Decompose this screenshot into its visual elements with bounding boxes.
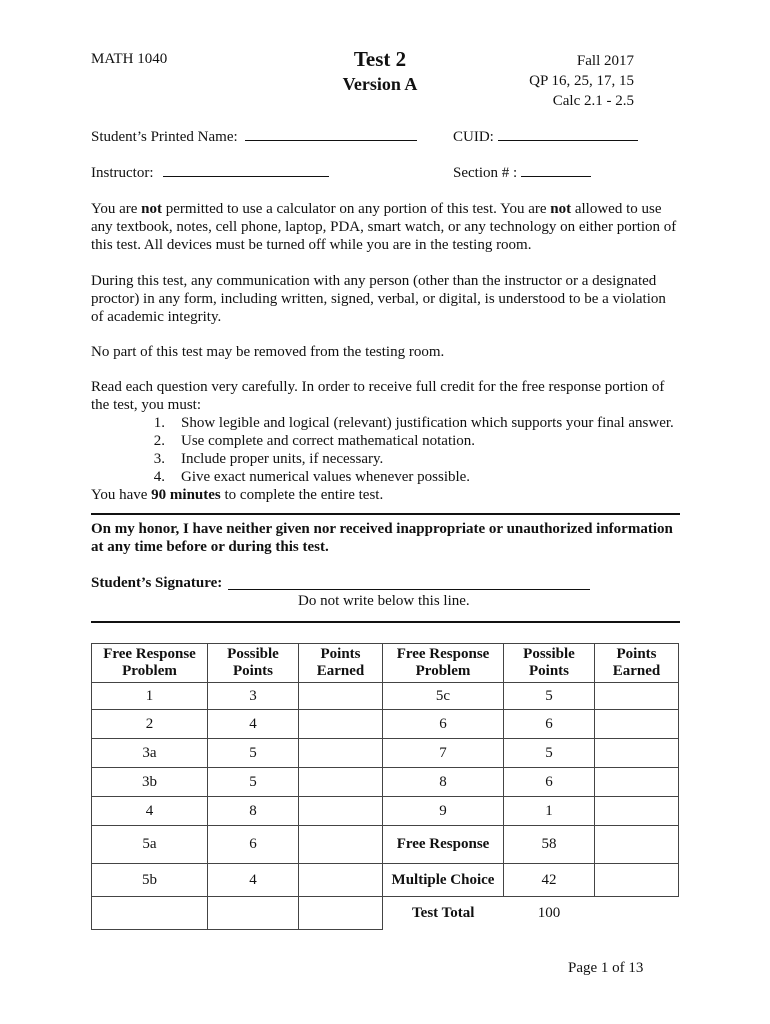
header-info	[529, 51, 634, 111]
points-cell: 6	[504, 710, 595, 739]
problem-cell: 4	[92, 797, 208, 826]
section-blank[interactable]	[521, 164, 591, 177]
earned-cell[interactable]	[299, 710, 383, 739]
free-response-total-points: 58	[504, 826, 595, 864]
col-header: Possible Points	[208, 644, 299, 683]
rule-number: 1.	[153, 415, 165, 431]
multiple-choice-points: 42	[504, 864, 595, 897]
problem-cell: 3a	[92, 739, 208, 768]
honor-statement: On my honor, I have neither given nor received inappropriate or unauthorized information at any time before or during this test.	[91, 521, 673, 555]
table-row	[92, 864, 679, 897]
points-cell: 8	[208, 797, 299, 826]
rule-item	[91, 414, 681, 432]
removal-policy	[91, 343, 681, 361]
removal-text: No part of this test may be removed from the testing room.	[91, 344, 445, 360]
test-total-earned	[595, 897, 679, 930]
table-header-row	[92, 644, 679, 683]
rule-text: Include proper units, if necessary.	[181, 451, 384, 467]
points-cell: 5	[208, 768, 299, 797]
policy-text-c: allowed to use any textbook, notes, cell phone, laptop, PDA, smart watch, or any technology on either portion of this test. All devices must be turned off while you are in the testing room.	[91, 201, 677, 253]
points-cell: 4	[208, 864, 299, 897]
rule-text: Give exact numerical values whenever possible.	[181, 469, 471, 485]
policy-text-a: You are	[91, 201, 142, 217]
earned-cell[interactable]	[595, 739, 679, 768]
instructor-label: Instructor:	[91, 165, 154, 181]
free-response-total-label: Free Response	[383, 826, 504, 864]
rule-text: Show legible and logical (relevant) justification which supports your final answer.	[181, 415, 674, 431]
multiple-choice-label: Multiple Choice	[383, 864, 504, 897]
course-code: MATH 1040	[91, 51, 168, 67]
points-cell: 3	[208, 683, 299, 710]
test-version: Version A	[342, 74, 418, 94]
col-header: Points Earned	[299, 644, 383, 683]
term: Fall 2017	[576, 53, 634, 69]
points-cell: 6	[504, 768, 595, 797]
points-cell: 5	[208, 739, 299, 768]
policy-not-1: not	[141, 201, 162, 217]
section-label: Section # :	[453, 165, 518, 181]
table-row	[92, 710, 679, 739]
rule-number: 4.	[153, 469, 165, 485]
table-row	[92, 897, 679, 930]
earned-cell[interactable]	[299, 864, 383, 897]
credit-instructions	[91, 378, 681, 504]
earned-cell[interactable]	[299, 826, 383, 864]
empty-cell[interactable]	[92, 897, 208, 930]
instructor-field	[91, 164, 329, 182]
earned-cell[interactable]	[299, 739, 383, 768]
name-blank[interactable]	[245, 128, 417, 141]
time-limit	[91, 486, 681, 504]
rule-number: 2.	[153, 433, 165, 449]
instructor-blank[interactable]	[163, 164, 329, 177]
table-row	[92, 797, 679, 826]
empty-cell[interactable]	[208, 897, 299, 930]
test-total-value: 100	[537, 904, 561, 921]
rule-item	[91, 432, 681, 450]
problem-cell: 3b	[92, 768, 208, 797]
time-text-a: You have	[91, 487, 152, 503]
problem-cell: 6	[383, 710, 504, 739]
qp-list: QP 16, 25, 17, 15	[529, 73, 634, 89]
earned-cell[interactable]	[595, 683, 679, 710]
earned-cell[interactable]	[595, 826, 679, 864]
divider-top	[91, 513, 680, 515]
points-cell: 5	[504, 739, 595, 768]
test-total-label: Test Total	[412, 904, 475, 921]
time-minutes: 90 minutes	[151, 487, 221, 503]
calculator-policy	[91, 200, 681, 254]
earned-cell[interactable]	[299, 768, 383, 797]
calc-sections: Calc 2.1 - 2.5	[552, 93, 634, 109]
time-text-b: to complete the entire test.	[220, 487, 384, 503]
table-row	[92, 739, 679, 768]
table-row	[92, 826, 679, 864]
earned-cell[interactable]	[595, 864, 679, 897]
table-row	[92, 683, 679, 710]
col-header: Possible Points	[504, 644, 595, 683]
col-header: Free Response Problem	[92, 644, 208, 683]
name-label: Student’s Printed Name:	[91, 129, 238, 145]
rules-list	[91, 414, 681, 486]
page-number: Page 1 of 13	[568, 960, 644, 976]
empty-cell[interactable]	[299, 897, 383, 930]
test-heading	[300, 47, 460, 95]
points-cell: 6	[208, 826, 299, 864]
problem-cell: 2	[92, 710, 208, 739]
col-header: Points Earned	[595, 644, 679, 683]
cuid-field	[453, 128, 638, 146]
cuid-label: CUID:	[453, 129, 494, 145]
do-not-write-note: Do not write below this line.	[298, 593, 470, 609]
problem-cell: 5c	[383, 683, 504, 710]
points-cell: 5	[504, 683, 595, 710]
communication-text: During this test, any communication with any person (other than the instructor or a designated proctor) in any form, including written, signed, verbal, or digital, is understood to be a violation of academic integrity.	[91, 273, 666, 325]
points-cell: 4	[208, 710, 299, 739]
problem-cell: 5b	[92, 864, 208, 897]
problem-cell: 1	[92, 683, 208, 710]
problem-cell: 7	[383, 739, 504, 768]
cuid-blank[interactable]	[498, 128, 638, 141]
table-row	[92, 768, 679, 797]
name-field	[91, 128, 417, 146]
earned-cell[interactable]	[595, 710, 679, 739]
rule-item	[91, 468, 681, 486]
earned-cell[interactable]	[299, 683, 383, 710]
col-header: Free Response Problem	[383, 644, 504, 683]
problem-cell: 8	[383, 768, 504, 797]
earned-cell[interactable]	[299, 797, 383, 826]
rule-text: Use complete and correct mathematical notation.	[181, 433, 476, 449]
signature-line[interactable]	[228, 589, 590, 590]
grading-table	[91, 643, 679, 930]
points-cell: 1	[504, 797, 595, 826]
signature-label: Student’s Signature:	[91, 575, 223, 591]
communication-policy	[91, 272, 681, 326]
rule-number: 3.	[153, 451, 165, 467]
policy-text-b: permitted to use a calculator on any portion of this test. You are	[162, 201, 551, 217]
test-title: Test 2	[353, 47, 407, 71]
policy-not-2: not	[550, 201, 572, 217]
problem-cell: 9	[383, 797, 504, 826]
credit-intro: Read each question very carefully. In order to receive full credit for the free response portion of the test, you must:	[91, 379, 665, 413]
earned-cell[interactable]	[595, 768, 679, 797]
earned-cell[interactable]	[595, 797, 679, 826]
section-field	[453, 164, 591, 182]
divider-bottom	[91, 621, 680, 623]
rule-item	[91, 450, 681, 468]
problem-cell: 5a	[92, 826, 208, 864]
